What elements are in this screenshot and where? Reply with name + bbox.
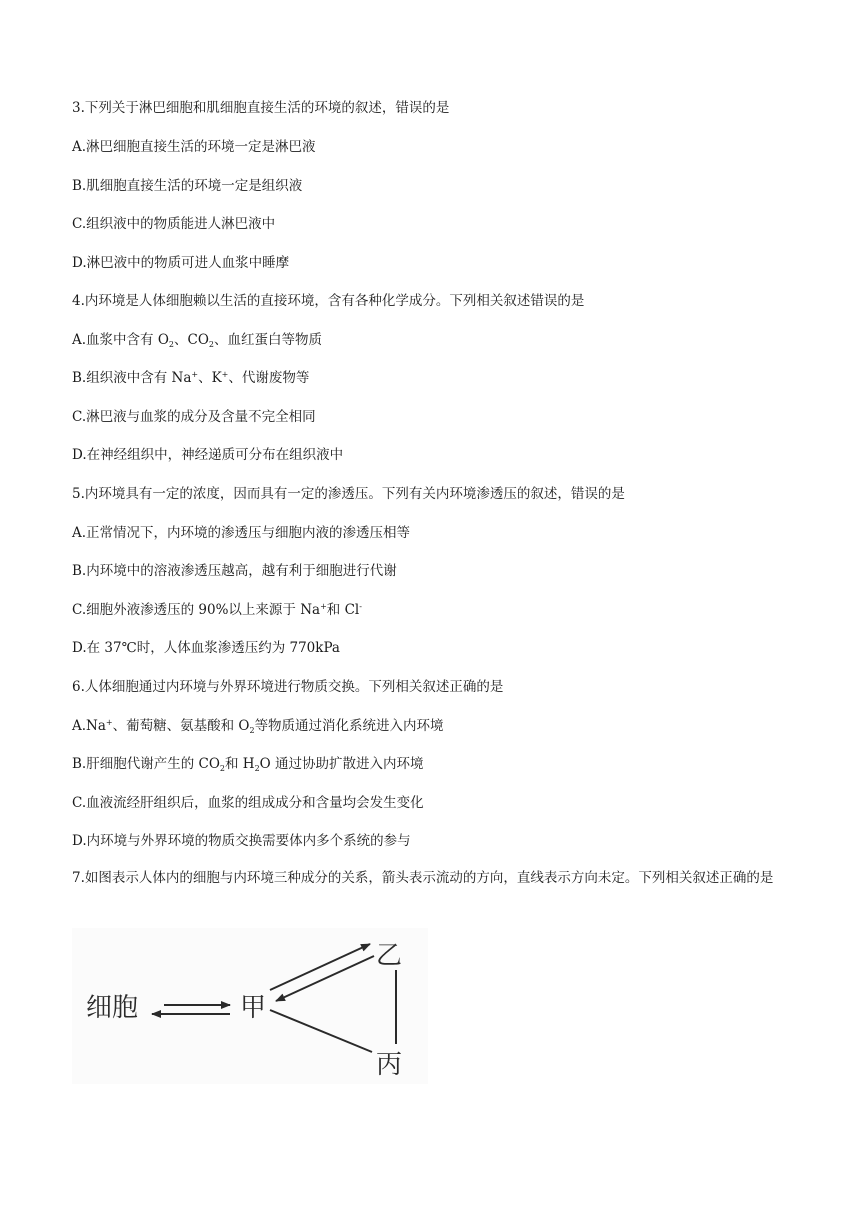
question-5-stem: 5.内环境具有一定的浓度，因而具有一定的渗透压。下列有关内环境渗透压的叙述，错误的是 [72,486,625,502]
question-4-stem: 4.内环境是人体细胞赖以生活的直接环境，含有各种化学成分。下列相关叙述错误的是 [72,293,585,309]
label-jia: 甲 [240,993,267,1023]
question-3-option-b: B.肌细胞直接生活的环境一定是组织液 [72,178,303,194]
question-4-option-a: A.血浆中含有 $O_2$、$CO_2$、血红蛋白等物质 [72,332,322,349]
question-3-option-a: A.淋巴细胞直接生活的环境一定是淋巴液 [72,139,316,155]
question-5-option-a: A.正常情况下，内环境的渗透压与细胞内液的渗透压相等 [72,525,411,541]
question-4-option-b: B.组织液中含有 Na+、K+、代谢废物等 [72,370,310,386]
question-6-option-a: A.Na+、葡萄糖、氨基酸和 $O_2$等物质通过消化系统进入内环境 [72,718,444,735]
question-4-option-d: D.在神经组织中，神经递质可分布在组织液中 [72,447,344,463]
label-bing: 丙 [376,1050,403,1080]
question-6-option-b: B.肝细胞代谢产生的 $CO_2$和 $H_2O$ 通过协助扩散进入内环境 [72,756,424,773]
environment-relationship-diagram [72,928,428,1084]
question-5-option-c: C.细胞外液渗透压的 90%以上来源于 Na+和 Cl- [72,602,362,618]
question-6-option-c: C.血液流经肝组织后，血浆的组成成分和含量均会发生变化 [72,795,424,811]
question-3-stem: 3.下列关于淋巴细胞和肌细胞直接生活的环境的叙述，错误的是 [72,100,450,116]
label-yi: 乙 [376,941,403,971]
question-3-option-d: D.淋巴液中的物质可进人血浆中睡摩 [72,255,290,271]
label-cell: 细胞 [86,993,139,1023]
question-5-option-d: D.在 37℃时，人体血浆渗透压约为 770kPa [72,640,340,656]
question-3-option-c: C.组织液中的物质能进人淋巴液中 [72,216,276,232]
question-7-stem: 7.如图表示人体内的细胞与内环境三种成分的关系，箭头表示流动的方向，直线表示方向未定。下列相关叙述正确的是 [72,870,774,886]
question-5-option-b: B.内环境中的溶液渗透压越高，越有利于细胞进行代谢 [72,563,397,579]
diagram-canvas [72,928,428,1084]
question-6-stem: 6.人体细胞通过内环境与外界环境进行物质交换。下列相关叙述正确的是 [72,679,504,695]
question-6-option-d: D.内环境与外界环境的物质交换需要体内多个系统的参与 [72,833,411,849]
question-4-option-c: C.淋巴液与血浆的成分及含量不完全相同 [72,409,316,425]
